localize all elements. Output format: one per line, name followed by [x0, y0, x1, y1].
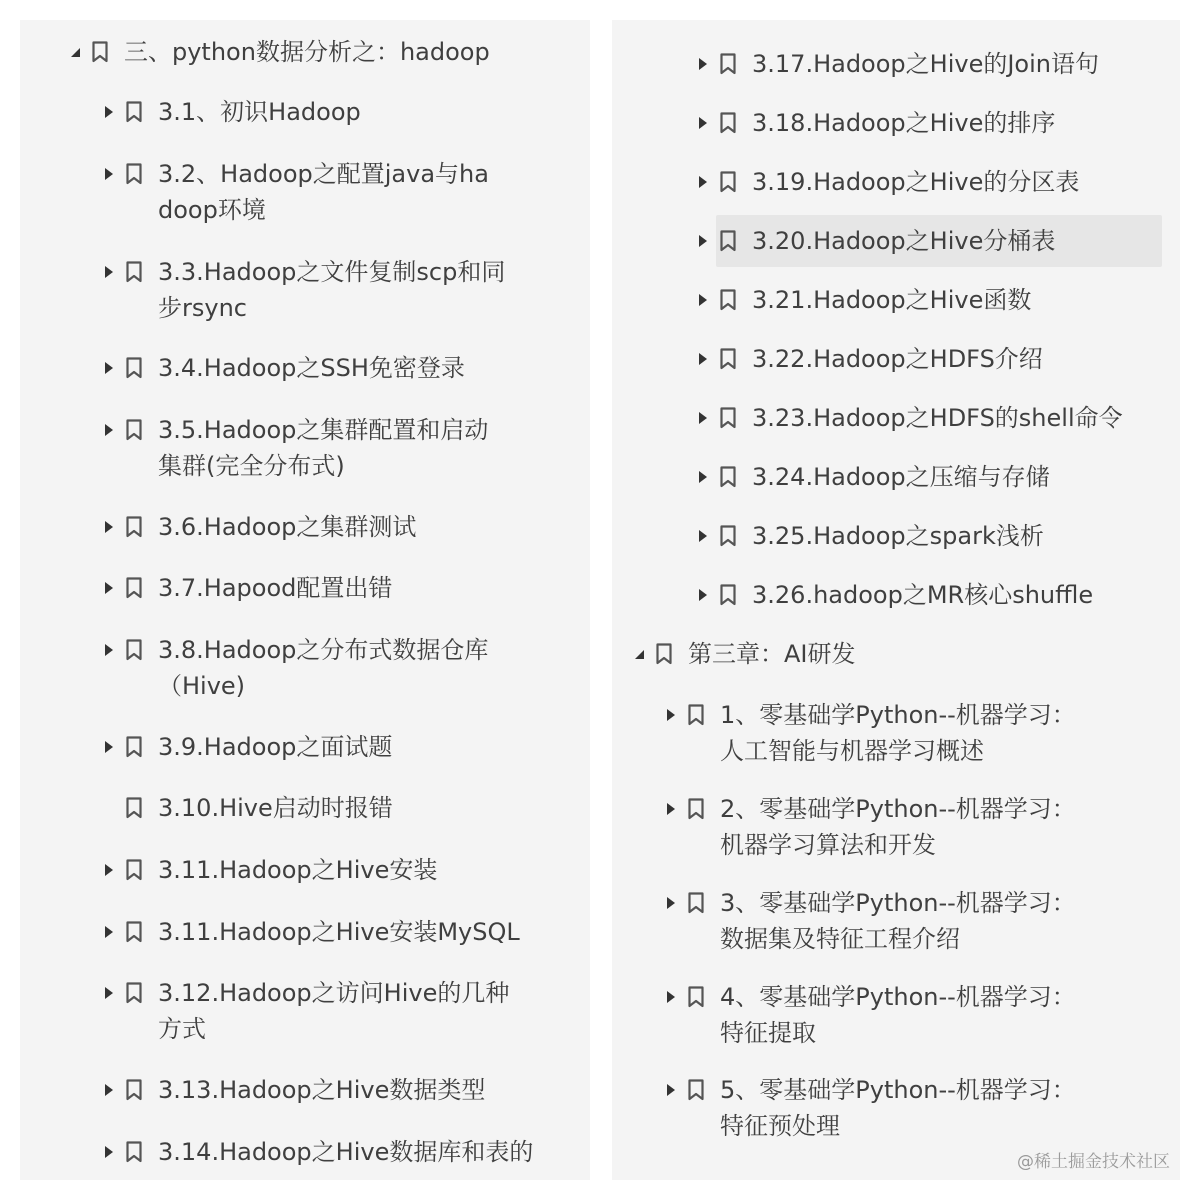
- right-outline-item[interactable]: [664, 885, 1084, 957]
- left-outline-item[interactable]: [102, 1072, 562, 1108]
- collapsed-triangle-icon[interactable]: [664, 885, 678, 921]
- collapsed-triangle-icon[interactable]: [102, 729, 116, 765]
- bookmark-icon: [126, 975, 142, 1011]
- collapsed-triangle-icon[interactable]: [102, 914, 116, 950]
- bookmark-icon: [720, 223, 736, 259]
- collapsed-triangle-icon[interactable]: [696, 223, 710, 259]
- collapsed-triangle-icon[interactable]: [664, 791, 678, 827]
- bookmark-icon: [126, 412, 142, 448]
- bookmark-icon: [126, 852, 142, 888]
- right-outline-panel: [612, 20, 1180, 1180]
- right-outline-item[interactable]: [696, 46, 1156, 82]
- left-outline-item[interactable]: [102, 975, 522, 1047]
- left-outline-item[interactable]: [102, 729, 562, 765]
- collapsed-triangle-icon[interactable]: [102, 975, 116, 1011]
- outline-item-label: 4、零基础学Python--机器学习：特征提取: [720, 983, 1076, 1047]
- right-outline-item[interactable]: [696, 341, 1156, 377]
- outline-item-label: 3.21.Hadoop之Hive函数: [752, 286, 1032, 314]
- outline-item-label: 3.14.Hadoop之Hive数据库和表的: [158, 1138, 534, 1166]
- outline-item-label: 3.22.Hadoop之HDFS介绍: [752, 345, 1043, 373]
- outline-item-label: 3.11.Hadoop之Hive安装MySQL: [158, 918, 520, 946]
- outline-item-label: 3.11.Hadoop之Hive安装: [158, 856, 438, 884]
- bookmark-icon: [720, 518, 736, 554]
- bookmark-icon: [720, 459, 736, 495]
- bookmark-icon: [126, 509, 142, 545]
- collapsed-triangle-icon[interactable]: [696, 518, 710, 554]
- bookmark-icon: [720, 46, 736, 82]
- right-outline-item[interactable]: [664, 1072, 1084, 1144]
- collapsed-triangle-icon[interactable]: [696, 105, 710, 141]
- left-outline-item[interactable]: [102, 254, 522, 326]
- left-outline-item[interactable]: [102, 156, 502, 228]
- outline-item-label: 3.5.Hadoop之集群配置和启动集群(完全分布式): [158, 416, 489, 480]
- right-outline-item[interactable]: [696, 577, 1156, 613]
- outline-item-label: 3.12.Hadoop之访问Hive的几种方式: [158, 979, 510, 1043]
- left-outline-item[interactable]: [102, 790, 562, 826]
- bookmark-icon: [126, 94, 142, 130]
- left-outline-item[interactable]: [102, 914, 562, 950]
- bookmark-icon: [720, 105, 736, 141]
- bookmark-icon: [126, 729, 142, 765]
- right-outline-item[interactable]: [664, 791, 1084, 863]
- collapsed-triangle-icon[interactable]: [102, 852, 116, 888]
- outline-item-label: 3.25.Hadoop之spark浅析: [752, 522, 1044, 550]
- left-outline-item[interactable]: [102, 94, 562, 130]
- collapsed-triangle-icon[interactable]: [102, 509, 116, 545]
- bookmark-icon: [126, 914, 142, 950]
- collapsed-triangle-icon[interactable]: [696, 577, 710, 613]
- bookmark-icon: [126, 350, 142, 386]
- collapsed-triangle-icon[interactable]: [696, 46, 710, 82]
- left-outline-item[interactable]: [102, 509, 562, 545]
- bookmark-icon: [688, 697, 704, 733]
- bookmark-icon: [656, 636, 672, 672]
- right-outline-item[interactable]: [632, 636, 1092, 672]
- collapsed-triangle-icon[interactable]: [102, 94, 116, 130]
- bookmark-icon: [126, 570, 142, 606]
- collapsed-triangle-icon[interactable]: [102, 156, 116, 192]
- right-outline-item[interactable]: [696, 518, 1156, 554]
- right-outline-item[interactable]: [664, 979, 1084, 1051]
- outline-item-label: 3.2、Hadoop之配置java与hadoop环境: [158, 160, 489, 224]
- outline-item-label: 3.23.Hadoop之HDFS的shell命令: [752, 404, 1123, 432]
- collapsed-triangle-icon[interactable]: [102, 412, 116, 448]
- outline-item-label: 3.13.Hadoop之Hive数据类型: [158, 1076, 486, 1104]
- left-outline-item[interactable]: [102, 1134, 562, 1170]
- outline-item-label: 1、零基础学Python--机器学习：人工智能与机器学习概述: [720, 701, 1076, 765]
- outline-item-label: 3.8.Hadoop之分布式数据仓库（Hive): [158, 636, 489, 700]
- outline-item-label: 三、python数据分析之：hadoop: [124, 38, 490, 66]
- bookmark-icon: [720, 400, 736, 436]
- right-outline-item[interactable]: [696, 282, 1156, 318]
- bookmark-icon: [720, 577, 736, 613]
- collapsed-triangle-icon[interactable]: [696, 400, 710, 436]
- outline-item-label: 3.6.Hadoop之集群测试: [158, 513, 417, 541]
- bookmark-icon: [126, 1072, 142, 1108]
- bookmark-icon: [126, 156, 142, 192]
- outline-item-label: 3.1、初识Hadoop: [158, 98, 361, 126]
- outline-item-label: 3.3.Hadoop之文件复制scp和同步rsync: [158, 258, 506, 322]
- collapsed-triangle-icon[interactable]: [696, 341, 710, 377]
- expanded-triangle-icon[interactable]: [68, 34, 82, 70]
- bookmark-icon: [126, 254, 142, 290]
- outline-item-label: 3.4.Hadoop之SSH免密登录: [158, 354, 465, 382]
- left-outline-panel: [20, 20, 590, 1180]
- bookmark-icon: [92, 34, 108, 70]
- right-outline-item[interactable]: [696, 223, 1156, 259]
- watermark-text: @稀土掘金技术社区: [1017, 1152, 1170, 1172]
- collapsed-triangle-icon[interactable]: [664, 697, 678, 733]
- bookmark-icon: [720, 164, 736, 200]
- collapsed-triangle-icon[interactable]: [664, 979, 678, 1015]
- bookmark-icon: [688, 1072, 704, 1108]
- left-outline-item[interactable]: [102, 852, 562, 888]
- collapsed-triangle-icon[interactable]: [102, 254, 116, 290]
- bookmark-icon: [688, 885, 704, 921]
- left-outline-item[interactable]: [102, 570, 562, 606]
- collapsed-triangle-icon[interactable]: [664, 1072, 678, 1108]
- outline-item-label: 3.19.Hadoop之Hive的分区表: [752, 168, 1080, 196]
- left-outline-item[interactable]: [102, 632, 502, 704]
- outline-item-label: 3.24.Hadoop之压缩与存储: [752, 463, 1050, 491]
- collapsed-triangle-icon[interactable]: [102, 570, 116, 606]
- bookmark-icon: [126, 790, 142, 826]
- outline-item-label: 2、零基础学Python--机器学习：机器学习算法和开发: [720, 795, 1076, 859]
- collapsed-triangle-icon[interactable]: [102, 1072, 116, 1108]
- left-outline-item[interactable]: [102, 412, 502, 484]
- bookmark-icon: [720, 341, 736, 377]
- outline-item-label: 3.17.Hadoop之Hive的Join语句: [752, 50, 1099, 78]
- collapsed-triangle-icon[interactable]: [102, 350, 116, 386]
- outline-item-label: 3.26.hadoop之MR核心shuffle: [752, 581, 1094, 609]
- outline-item-label: 3.18.Hadoop之Hive的排序: [752, 109, 1056, 137]
- outline-item-label: 3.9.Hadoop之面试题: [158, 733, 393, 761]
- bookmark-icon: [126, 632, 142, 668]
- bookmark-icon: [688, 979, 704, 1015]
- outline-item-label: 3、零基础学Python--机器学习：数据集及特征工程介绍: [720, 889, 1076, 953]
- collapsed-triangle-icon[interactable]: [102, 1134, 116, 1170]
- collapsed-triangle-icon[interactable]: [102, 632, 116, 668]
- expanded-triangle-icon[interactable]: [632, 636, 646, 672]
- outline-item-label: 5、零基础学Python--机器学习：特征预处理: [720, 1076, 1076, 1140]
- collapsed-triangle-icon[interactable]: [696, 164, 710, 200]
- right-outline-item[interactable]: [664, 697, 1084, 769]
- left-outline-item[interactable]: [102, 350, 562, 386]
- collapsed-triangle-icon[interactable]: [696, 282, 710, 318]
- bookmark-icon: [688, 791, 704, 827]
- collapsed-triangle-icon[interactable]: [696, 459, 710, 495]
- outline-item-label: 3.10.Hive启动时报错: [158, 794, 393, 822]
- right-outline-item[interactable]: [696, 164, 1156, 200]
- left-outline-item[interactable]: [68, 34, 568, 70]
- outline-item-label: 3.20.Hadoop之Hive分桶表: [752, 227, 1056, 255]
- right-outline-item[interactable]: [696, 459, 1156, 495]
- right-outline-item[interactable]: [696, 105, 1156, 141]
- outline-item-label: 3.7.Hapood配置出错: [158, 574, 393, 602]
- bookmark-icon: [126, 1134, 142, 1170]
- right-outline-item[interactable]: [696, 400, 1166, 436]
- bookmark-icon: [720, 282, 736, 318]
- outline-item-label: 第三章：AI研发: [688, 640, 856, 668]
